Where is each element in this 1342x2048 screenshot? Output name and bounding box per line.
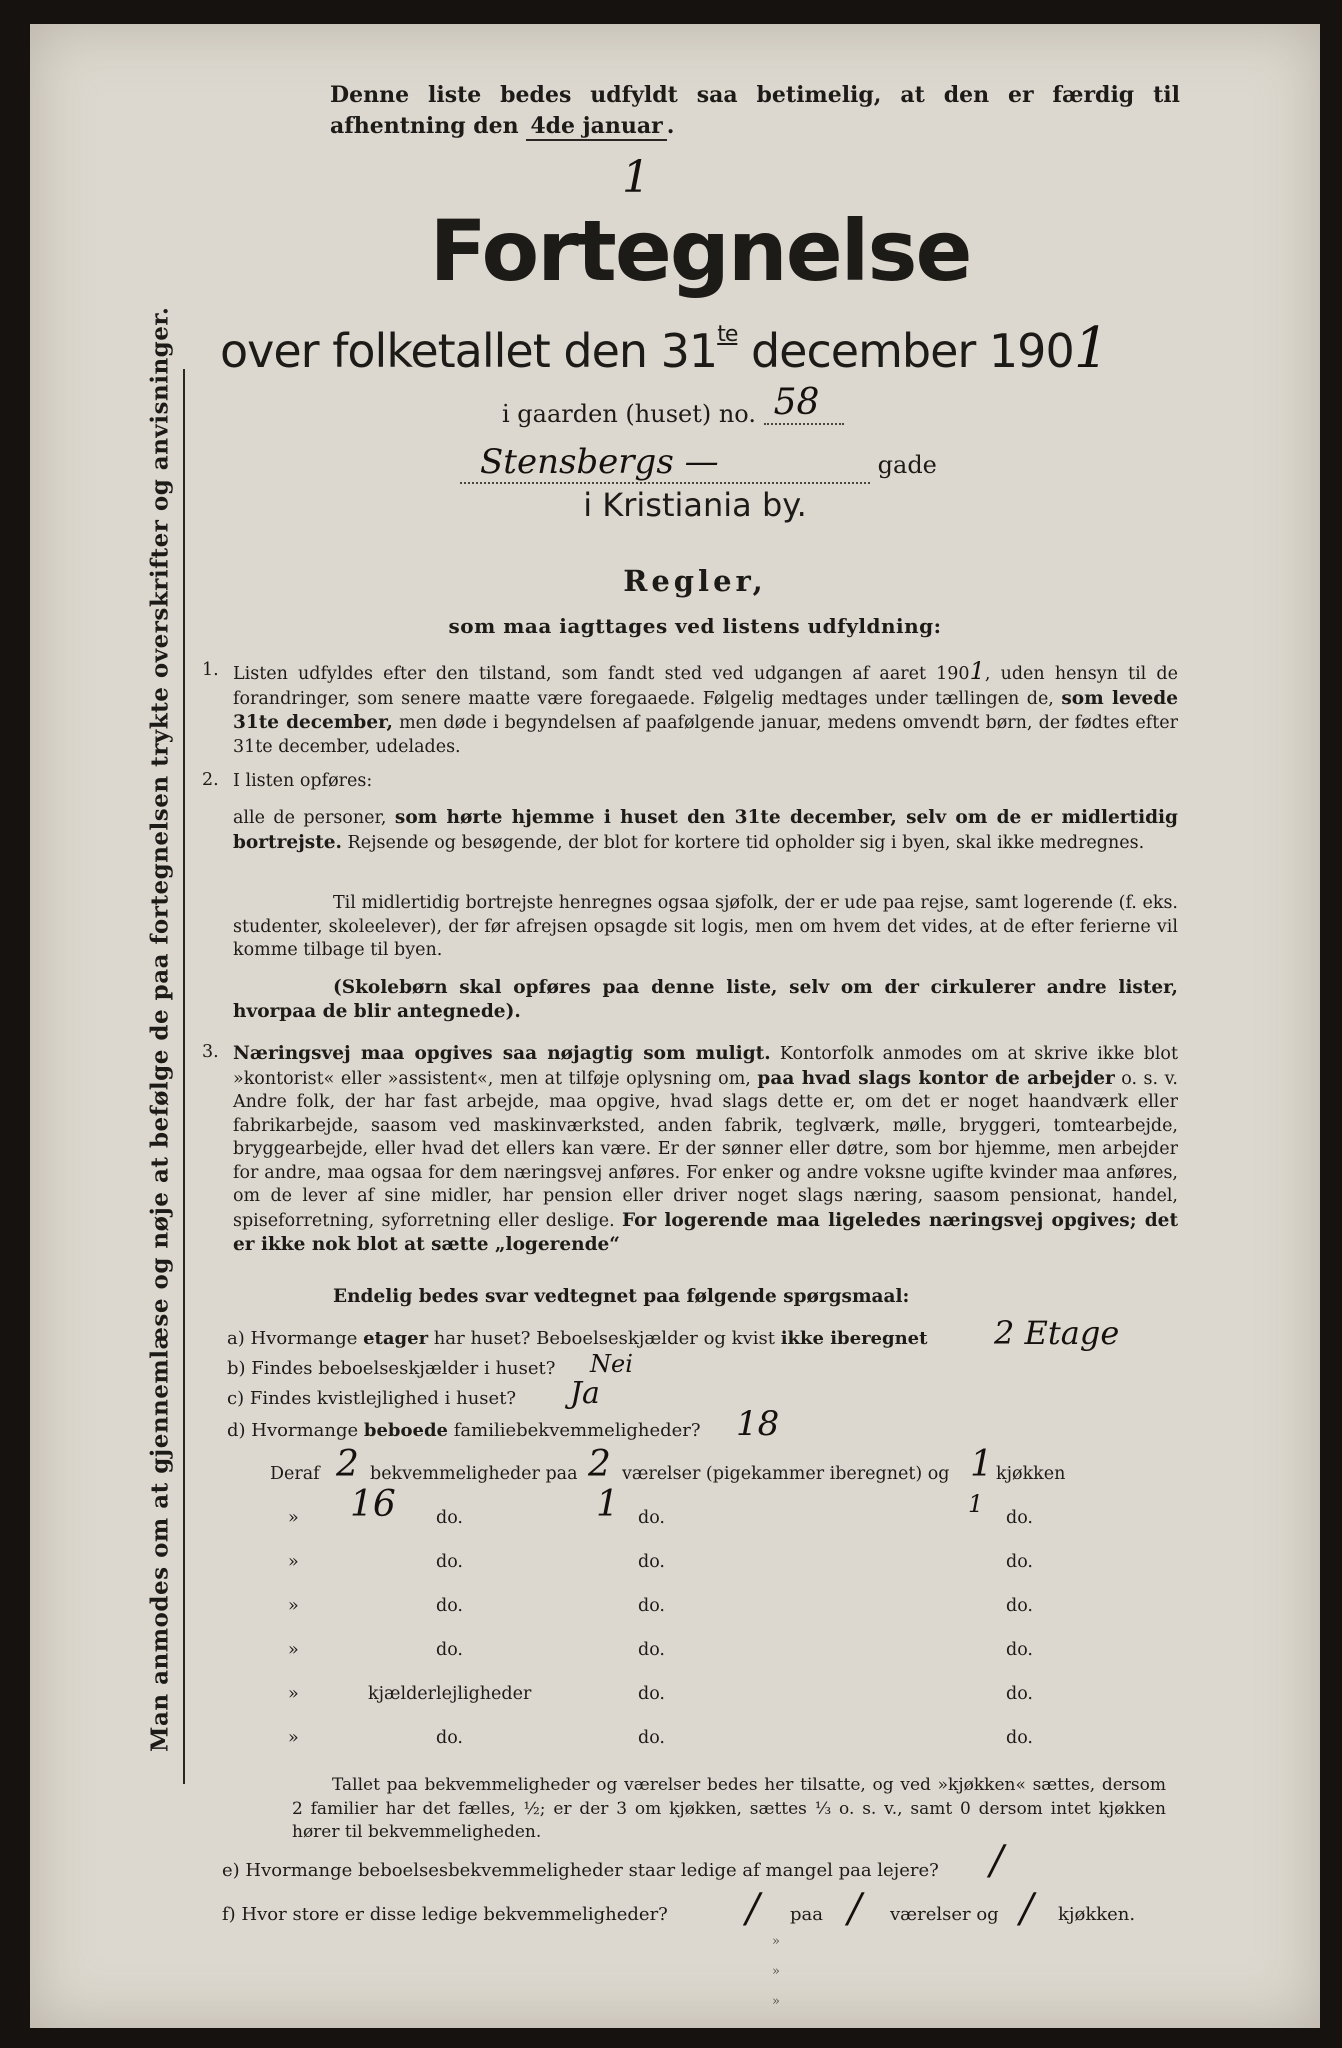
question-f-kjokken: kjøkken.	[1058, 1904, 1136, 1925]
question-c-text: Findes kvistlejlighed i huset?	[249, 1388, 517, 1409]
intro-period: .	[666, 113, 675, 139]
census-form-page	[30, 24, 1320, 2028]
handwritten-page-number: 1	[622, 152, 650, 203]
subtitle-middle: december 190	[737, 324, 1074, 378]
answer-f-3: /	[1020, 1886, 1034, 1932]
row-col-1: do.	[436, 1508, 463, 1528]
rule-2-paragraph-3: (Skolebørn skal opføres paa denne liste, selv om der cirkulerer andre lister, hvorpaa de blir antegnede).	[233, 977, 1178, 1022]
answer-a: 2 Etage	[994, 1314, 1120, 1352]
trailing-quote: »	[772, 1994, 780, 2009]
rule-2-part-b: Rejsende og besøgende, der blot for kortere tid opholder sig i byen, skal ikke medregnes.	[347, 832, 1145, 853]
row1-text-2: værelser (pigekammer iberegnet) og	[622, 1464, 950, 1484]
row-col-1: kjælderlejligheder	[368, 1684, 532, 1704]
rule-3-number: 3.	[202, 1042, 219, 1062]
answer-e: /	[990, 1838, 1004, 1884]
question-e-text: Hvormange beboelsesbekvemmeligheder staar ledige af mangel paa lejere?	[245, 1860, 939, 1881]
row-col-1: do.	[436, 1596, 463, 1616]
row-col-3: do.	[1006, 1684, 1033, 1704]
rule-3-bold-1: Næringsvej maa opgives saa nøjagtig som muligt.	[233, 1043, 771, 1064]
row-quote: »	[288, 1728, 299, 1748]
intro-date: 4de januar	[526, 113, 666, 141]
rule-2-paragraph-2: Til midlertidig bortrejste henregnes ogsaa sjøfolk, der er ude paa rejse, samt logerende (f. eks. studenter, skoleelever), der før afrejsen opsagde sit logis, men om hvem det vides, at de efter ferierne vil komme tilbage til byen.	[233, 893, 1178, 960]
row-col-1: do.	[436, 1640, 463, 1660]
trailing-quote: »	[772, 1934, 780, 1949]
row-kitchens: 1	[968, 1490, 984, 1518]
rule-3-part-b: o. s. v. Andre folk, der har fast arbejde, maa opgive, hvad slags dette er, om det er noget haandværk eller fabrikarbejde, saasom ved maskinværksted, anden fabrik, teglværk, mølle, bryggeri, tomtearbejde, bryggearbejde, eller hvad det ellers kan være. Er der sønner eller døtre, som bor hjemme, men arbejder for andre, maa ogsaa for dem næringsvej anføres. For enker og andre voksne ugifte kvinder maa anføres, om de lever af sine midler, har pension eller driver noget slags næring, saasom pensionat, handel, spiseforretning, syforretning eller deslige.	[233, 1068, 1178, 1231]
row-col-2: do.	[638, 1640, 665, 1660]
rules-heading: Regler,	[623, 564, 767, 598]
row-col-3: do.	[1006, 1508, 1033, 1528]
rule-1-part-c: men døde i begyndelsen af paafølgende januar, medens omvendt børn, der fødtes efter 31te december, udelades.	[233, 713, 1178, 757]
row1-text-3: kjøkken	[996, 1464, 1066, 1484]
row-col-3: do.	[1006, 1596, 1033, 1616]
row-col-2: do.	[638, 1684, 665, 1704]
question-f-label: f)	[222, 1904, 236, 1925]
rule-1-number: 1.	[202, 660, 219, 680]
house-number: 58	[764, 382, 844, 425]
question-a-post: har huset? Beboelseskjælder og kvist	[433, 1328, 775, 1349]
rule-1-bold: som levede 31te december,	[233, 687, 1178, 733]
questions-heading: Endelig bedes svar vedtegnet paa følgende spørgsmaal:	[333, 1286, 910, 1307]
breakdown-note: Tallet paa bekvemmeligheder og værelser bedes her tilsatte, og ved »kjøkken« sættes, dersom 2 familier har det fælles, ½; er der 3 om kjøkken, sættes ⅓ o. s. v., samt 0 dersom intet kjøkken hører til bekvemmeligheden.	[292, 1775, 1166, 1842]
rule-1-part-b: , uden hensyn til de forandringer, som senere maatte være foregaaede. Følgelig medtages under tællingen de,	[233, 664, 1178, 709]
subtitle-prefix: over folketallet den 31	[220, 324, 718, 378]
rule-1-year: 1	[969, 657, 985, 685]
row-col-1: do.	[436, 1728, 463, 1748]
question-f-text-1: Hvor store er disse ledige bekvemmeligheder?	[241, 1904, 668, 1925]
row-quote: »	[288, 1508, 299, 1528]
question-a-pre: Hvormange	[250, 1328, 358, 1349]
intro-line-2-prefix: afhentning den	[330, 113, 519, 139]
street-name: Stensbergs —	[460, 442, 870, 484]
question-d-pre: Hvormange	[251, 1420, 359, 1441]
question-f-paa: paa	[790, 1904, 823, 1925]
question-a-label: a)	[227, 1328, 245, 1349]
intro-line-1: Denne liste bedes udfyldt saa betimelig, at den er færdig til	[330, 82, 1180, 108]
row-quote: »	[288, 1640, 299, 1660]
rule-2-bold: som hørte hjemme i huset den 31te december, selv om de er midlertidig bortrejste.	[233, 807, 1178, 853]
answer-c: Ja	[570, 1376, 600, 1411]
row-col-2: do.	[638, 1508, 665, 1528]
rule-2-lead: I listen opføres:	[233, 771, 373, 791]
answer-b: Nei	[590, 1350, 633, 1378]
question-e	[222, 1860, 939, 1881]
gaard-label: i gaarden (huset) no.	[502, 400, 756, 428]
question-b-text: Findes beboelseskjælder i huset?	[251, 1358, 556, 1379]
question-e-label: e)	[222, 1860, 240, 1881]
row-col-2: do.	[638, 1552, 665, 1572]
side-instruction: Man anmodes om at gjennemlæse og nøje at befølge de paa fortegnelsen trykte overskrifter og anvisninger.	[146, 306, 174, 1752]
row1-rooms: 2	[588, 1444, 611, 1485]
row1-kitchens: 1	[970, 1444, 993, 1485]
row-col-2: do.	[638, 1728, 665, 1748]
city-line: i Kristiania by.	[583, 486, 807, 524]
rule-3-bold-3: For logerende maa ligeledes næringsvej opgives; det er ikke nok blot at sætte „logerende“	[233, 1209, 1178, 1255]
row-rooms: 1	[596, 1484, 619, 1525]
rule-3-bold-2: paa hvad slags kontor de arbejder	[757, 1067, 1115, 1089]
trailing-quote: »	[772, 1964, 780, 1979]
question-f	[222, 1904, 668, 1925]
row-col-3: do.	[1006, 1640, 1033, 1660]
question-d-bold: beboede	[363, 1420, 449, 1441]
row-quote: »	[288, 1684, 299, 1704]
question-d-label: d)	[227, 1420, 246, 1441]
answer-f-2: /	[848, 1886, 862, 1932]
row-quote: »	[288, 1596, 299, 1616]
rule-2-number: 2.	[202, 770, 219, 790]
question-d-post: familiebekvemmeligheder?	[453, 1420, 701, 1441]
row-col-3: do.	[1006, 1728, 1033, 1748]
row-col-2: do.	[638, 1596, 665, 1616]
street-suffix: gade	[877, 451, 937, 479]
deraf-label: Deraf	[270, 1464, 320, 1484]
form-title: Fortegnelse	[429, 202, 971, 300]
row1-text-1: bekvemmeligheder paa	[370, 1464, 578, 1484]
answer-d: 18	[736, 1404, 780, 1444]
question-b-label: b)	[227, 1358, 246, 1379]
question-a-bold: etager	[363, 1328, 429, 1349]
breakdown-table	[30, 24, 1320, 2028]
rule-3-part-a: Kontorfolk anmodes om at skrive ikke blot »kontorist« eller »assistent«, men at tilføje oplysning om,	[233, 1044, 1178, 1089]
subtitle-superscript: te	[717, 322, 738, 347]
question-a-bold-2: ikke iberegnet	[780, 1328, 928, 1349]
subtitle-year-digit: 1	[1073, 316, 1109, 381]
answer-f-1: /	[746, 1886, 760, 1932]
row-col-1: do.	[436, 1552, 463, 1572]
question-f-vaerelser: værelser og	[890, 1904, 999, 1925]
row-col-3: do.	[1006, 1552, 1033, 1572]
rules-subheading: som maa iagttages ved listens udfyldning:	[448, 614, 942, 638]
rule-2-part-a: alle de personer,	[233, 808, 387, 828]
question-c-label: c)	[227, 1388, 245, 1409]
row1-count: 2	[336, 1444, 359, 1485]
rule-1-part-a: Listen udfyldes efter den tilstand, som fandt sted ved udgangen af aaret 190	[233, 664, 970, 684]
row-count: 16	[350, 1484, 396, 1525]
row-quote: »	[288, 1552, 299, 1572]
